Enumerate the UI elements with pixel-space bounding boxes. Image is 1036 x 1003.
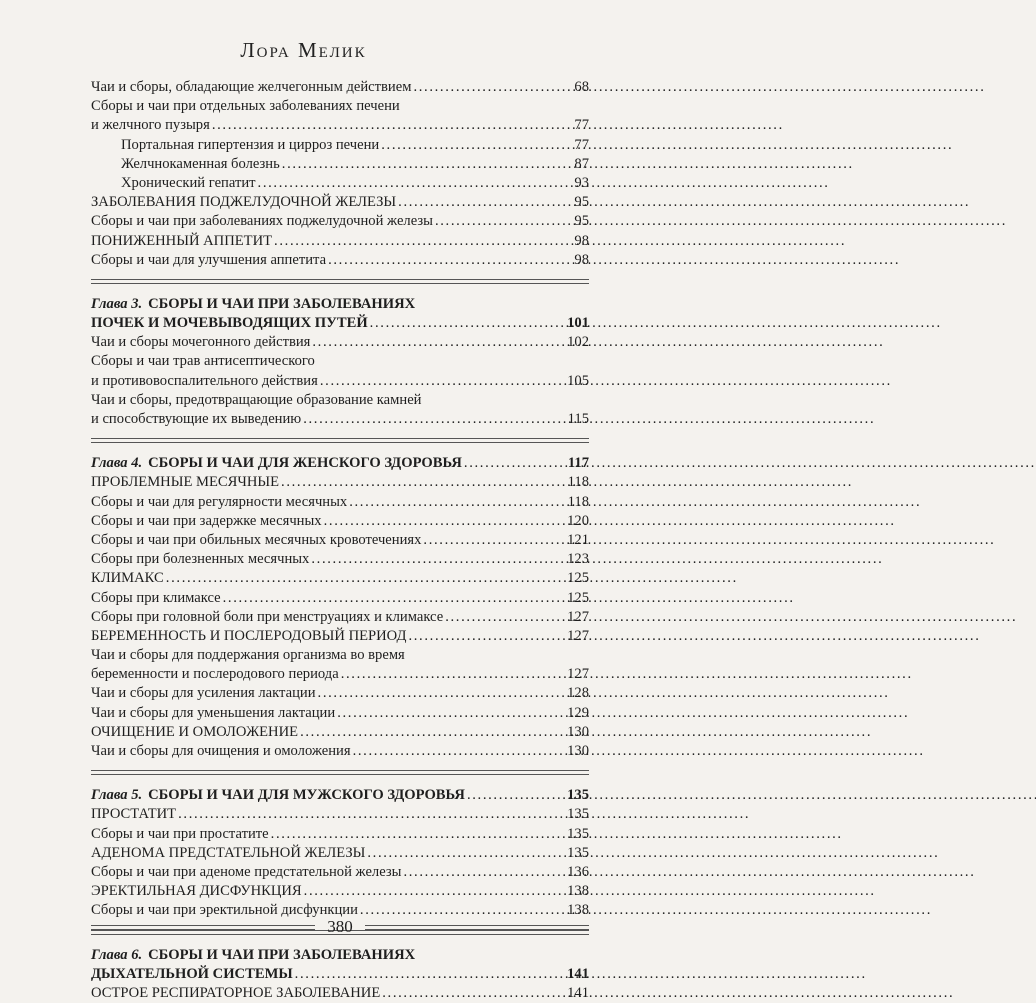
toc-entry-title: и противовоспалительного действия [91,372,318,389]
toc-entry[interactable] [91,723,589,742]
toc-entry[interactable] [91,212,589,231]
leader-dots [423,531,565,550]
toc-entry-title: Сборы и чаи для улучшения аппетита [91,251,327,268]
leader-dots [178,805,565,824]
chapter-divider [91,438,589,443]
toc-entry[interactable] [91,493,589,512]
leader-dots [445,608,565,627]
page-number: 136 [567,863,589,880]
toc-entry-title: ЗАБОЛЕВАНИЯ ПОДЖЕЛУДОЧНОЙ ЖЕЛЕЗЫ [91,194,397,211]
leader-dots [324,512,566,531]
toc-entry[interactable] [91,174,589,193]
leader-dots [271,825,565,844]
toc-entry-title: ПОНИЖЕННЫЙ АППЕТИТ [91,232,273,249]
toc-entry-title: и способствующие их выведению [91,411,302,427]
page-number: 93 [574,174,589,191]
page-number-footer: 380 [327,917,353,936]
toc-entry-title: Чаи и сборы для поддержания организма во время [91,647,405,664]
page-number: 117 [567,455,589,472]
toc-entry-title: Сборы и чаи при отдельных заболеваниях печени [91,98,400,115]
leader-dots [318,684,566,703]
leader-dots [408,627,565,646]
leader-dots [349,493,565,512]
leader-dots [367,844,565,863]
toc-entry[interactable] [91,391,589,410]
toc-entry[interactable] [91,193,589,212]
toc-entry-title: Чаи и сборы для усиления лактации [91,685,316,702]
toc-entry-title: Сборы при болезненных месячных [91,551,310,568]
leader-dots [295,965,565,984]
toc-entry-title: Сборы и чаи для регулярности месячных [91,493,348,510]
chapter-title: СБОРЫ И ЧАИ ДЛЯ МУЖСКОГО ЗДОРОВЬЯ [148,787,465,804]
toc-entry-title: Сборы и чаи при эректильной дисфункции [91,902,358,919]
toc-block-respiratory [91,984,589,1003]
chapter-label: Глава 6. [91,946,143,963]
chapter-label: Глава 3. [91,295,143,312]
toc-entry-title: АДЕНОМА ПРЕДСТАТЕЛЬНОЙ ЖЕЛЕЗЫ [91,844,366,861]
leader-dots [403,863,565,882]
toc-entry-title: КЛИМАКС [91,570,164,587]
toc-entry[interactable] [91,608,589,627]
page-number: 118 [567,493,589,510]
toc-entry[interactable] [91,97,589,116]
page-number: 68 [574,79,589,95]
page-number: 123 [567,551,589,568]
page-footer [91,917,589,937]
toc-entry-title: ОЧИЩЕНИЕ И ОМОЛОЖЕНИЕ [91,723,299,740]
toc-entry[interactable] [91,646,589,665]
toc-entry[interactable] [91,665,589,684]
page-number: 127 [567,666,589,683]
toc-entry[interactable] [91,844,589,863]
toc-entry-title: ПРОБЛЕМНЫЕ МЕСЯЧНЫЕ [91,474,280,491]
chapter-title: СБОРЫ И ЧАИ ДЛЯ ЖЕНСКОГО ЗДОРОВЬЯ [148,455,462,472]
page-number: 127 [567,627,589,644]
toc-entry-title: Сборы и чаи при обильных месячных кровотечениях [91,531,422,548]
leader-dots [413,78,572,97]
page-number: 125 [567,589,589,606]
toc-entry-title: ПРОСТАТИТ [91,806,177,823]
toc-entry-title: Чаи и сборы, обладающие желчегонным действием [91,79,412,95]
leader-dots [282,155,573,174]
page-number: 125 [567,570,589,587]
leader-dots [312,333,565,352]
chapter-4-heading[interactable] [91,454,589,473]
page-number: 141 [567,965,589,982]
toc-entry-title: Сборы и чаи при аденоме предстательной железы [91,863,402,880]
toc-entry[interactable] [91,825,589,844]
toc-entry-title: Сборы и чаи при заболеваниях поджелудочной железы [91,213,433,230]
page-number: 138 [567,902,589,919]
toc-entry[interactable] [91,882,589,901]
toc-entry[interactable] [91,232,589,251]
chapter-5-heading[interactable] [91,786,589,805]
leader-dots [382,984,565,1003]
page-number: 87 [574,155,589,172]
toc-entry[interactable] [91,984,589,1003]
leader-dots [398,193,572,212]
page-number: 102 [567,334,589,351]
page-number: 95 [574,213,589,230]
toc-entry-title: Чаи и сборы для очищения и омоложения [91,743,351,759]
toc-entry[interactable] [91,684,589,703]
page-number: 135 [567,806,589,823]
toc-entry[interactable] [91,805,589,824]
leader-dots [381,136,572,155]
toc-entry[interactable] [91,627,589,646]
page-number: 120 [567,512,589,529]
page-number: 135 [567,787,589,804]
leader-dots [435,212,572,231]
toc-entry[interactable] [91,550,589,569]
page-number: 101 [567,315,589,332]
toc-entry-title: ОСТРОЕ РЕСПИРАТОРНОЕ ЗАБОЛЕВАНИЕ [91,984,381,1001]
leader-dots [464,454,566,473]
footer-rule-left [91,925,315,930]
leader-dots [303,410,565,429]
page-number: 95 [574,194,589,211]
toc-entry[interactable] [91,589,589,608]
toc-entry-title: Портальная гипертензия и цирроз печени [121,136,380,153]
toc-entry[interactable] [91,531,589,550]
toc-entry[interactable] [91,155,589,174]
page-number: 141 [567,984,589,1001]
toc-entry-title: Чаи и сборы, предотвращающие образование камней [91,391,422,408]
toc-entry[interactable] [91,704,589,723]
chapter-3-heading-line2[interactable] [91,314,589,333]
table-of-contents [91,78,589,1003]
toc-entry-title: Чаи и сборы для уменьшения лактации [91,704,336,721]
chapter-label: Глава 4. [91,455,143,472]
toc-entry[interactable] [91,78,589,97]
chapter-title: СБОРЫ И ЧАИ ПРИ ЗАБОЛЕВАНИЯХ [148,295,416,312]
page-number: 130 [567,723,589,740]
leader-dots [341,665,565,684]
toc-entry[interactable] [91,742,589,761]
page-number: 98 [574,232,589,249]
toc-entry[interactable] [91,333,589,352]
toc-entry[interactable] [91,251,589,270]
toc-entry-title: Чаи и сборы мочегонного действия [91,334,311,351]
toc-entry-title: ЭРЕКТИЛЬНАЯ ДИСФУНКЦИЯ [91,883,302,900]
toc-entry[interactable] [91,863,589,882]
toc-block-men [91,805,589,920]
leader-dots [166,569,565,588]
leader-dots [328,251,572,270]
toc-entry-title: Хронический гепатит [121,174,256,191]
toc-entry[interactable] [91,473,589,492]
toc-entry-title: и желчного пузыря [91,117,210,134]
page-number: 77 [574,136,589,153]
page-number: 121 [567,531,589,548]
leader-dots [320,372,565,391]
toc-entry[interactable] [91,116,589,135]
chapter-3-heading-line1[interactable] [91,295,589,314]
page-number: 130 [567,743,589,759]
toc-entry-title: Желчнокаменная болезнь [121,155,280,172]
toc-entry[interactable] [91,410,589,429]
chapter-label: Глава 5. [91,787,143,804]
chapter-divider [91,279,589,284]
page-number: 135 [567,825,589,842]
page-number: 98 [574,251,589,268]
toc-entry-title: БЕРЕМЕННОСТЬ И ПОСЛЕРОДОВЫЙ ПЕРИОД [91,627,407,644]
leader-dots [212,116,573,135]
toc-entry-title: Сборы и чаи трав антисептического [91,353,315,370]
leader-dots [370,314,565,333]
toc-entry-title: беременности и послеродового периода [91,666,339,683]
page-number: 115 [567,411,589,427]
leader-dots [274,232,572,251]
chapter-6-heading-line2[interactable] [91,965,589,984]
toc-entry[interactable] [91,352,589,371]
toc-entry[interactable] [91,569,589,588]
chapter-6-heading-line1[interactable] [91,946,589,965]
page-number: 77 [574,117,589,134]
chapter-divider [91,770,589,775]
toc-block-kidneys [91,333,589,429]
chapter-title: ДЫХАТЕЛЬНОЙ СИСТЕМЫ [91,965,293,982]
leader-dots [311,550,565,569]
toc-entry-title: Сборы и чаи при задержке месячных [91,512,322,529]
toc-entry[interactable] [91,512,589,531]
chapter-title: СБОРЫ И ЧАИ ПРИ ЗАБОЛЕВАНИЯХ [148,946,416,963]
page-number: 118 [567,474,589,491]
page-number: 127 [567,608,589,625]
leader-dots [258,174,573,193]
leader-dots [300,723,565,742]
page-number: 129 [567,704,589,721]
toc-entry[interactable] [91,372,589,391]
toc-entry-title: Сборы при климаксе [91,589,221,606]
leader-dots [281,473,566,492]
toc-block-women [91,473,589,761]
chapter-title: ПОЧЕК И МОЧЕВЫВОДЯЩИХ ПУТЕЙ [91,315,368,332]
toc-entry-title: Сборы при головной боли при менструациях и климаксе [91,608,444,625]
page-number: 138 [567,883,589,900]
footer-rule-right [365,925,589,930]
page-number: 105 [567,372,589,389]
leader-dots [467,786,565,805]
page-number: 128 [567,685,589,702]
toc-entry[interactable] [91,136,589,155]
toc-block-liver [91,78,589,270]
leader-dots [337,704,565,723]
leader-dots [353,742,566,761]
leader-dots [223,589,566,608]
page-number: 135 [567,844,589,861]
leader-dots [304,882,565,901]
running-header-author: Лора Мелик [240,38,367,62]
toc-entry-title: Сборы и чаи при простатите [91,825,269,842]
